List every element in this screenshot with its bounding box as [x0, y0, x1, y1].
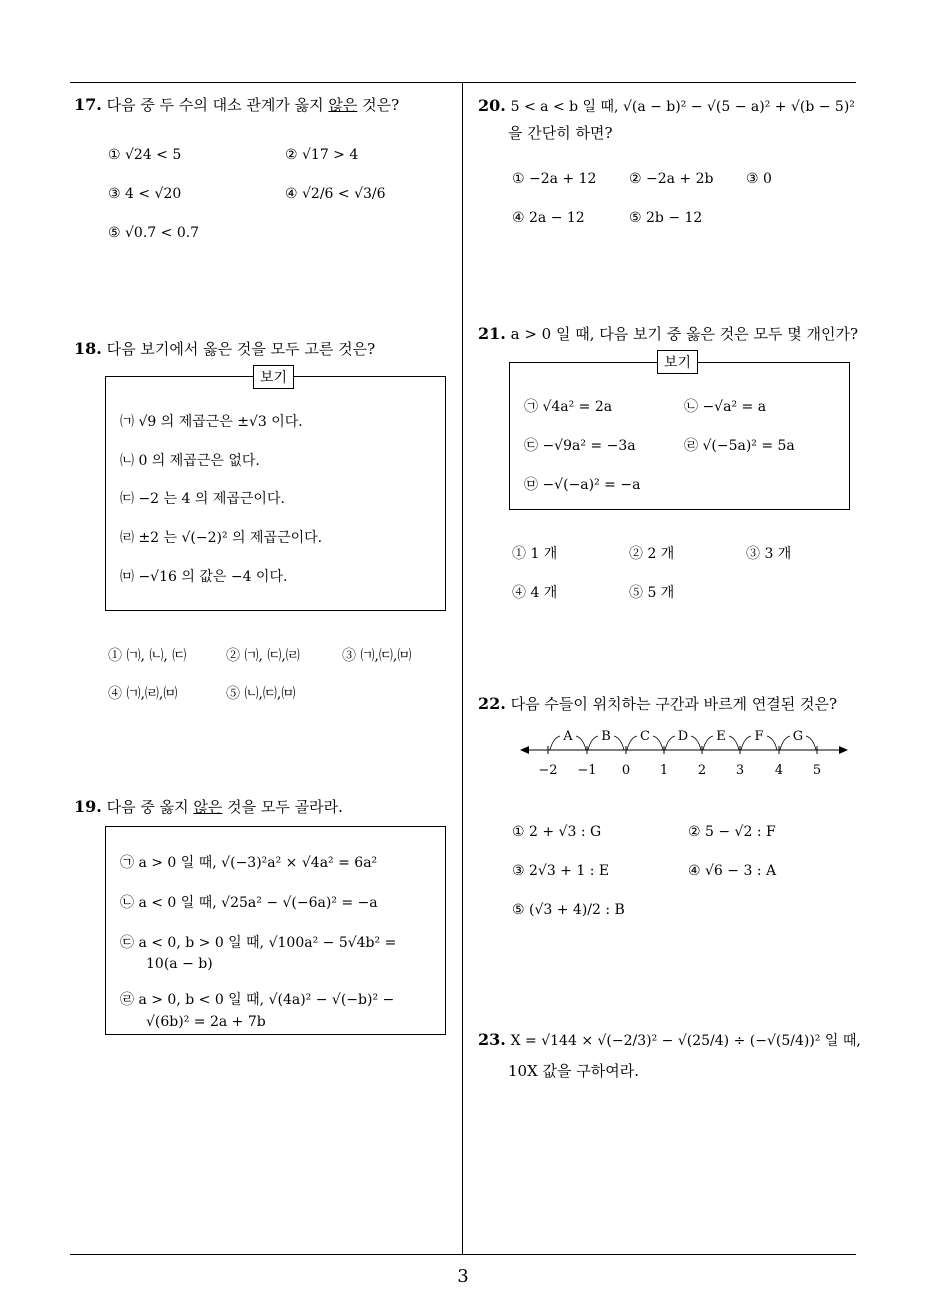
q21-choice-3[interactable]: ③ 3 개 — [746, 546, 792, 562]
q22-choice-3[interactable]: ③ 2√3 + 1 : E — [512, 863, 610, 879]
q19-item-1: ㉠ a > 0 일 때, √(−3)²a² × √4a² = 6a² — [120, 855, 378, 871]
q17-text-post: 것은? — [357, 96, 400, 114]
q23-text-line2: 10X 값을 구하여라. — [508, 1062, 640, 1080]
q19-text-underlined: 않은 — [193, 798, 223, 816]
interval-label-f: F — [754, 729, 764, 744]
q21-choice-2[interactable]: ② 2 개 — [629, 546, 675, 562]
q20-choice-4[interactable]: ④ 2a − 12 — [512, 210, 585, 226]
q21-choice-1[interactable]: ① 1 개 — [512, 546, 558, 562]
q19-item-3a: ㉢ a < 0, b > 0 일 때, √100a² − 5√4b² = — [120, 935, 397, 951]
q21-item-3: ㉢ −√9a² = −3a — [524, 438, 636, 454]
q18-header — [74, 338, 375, 359]
number-line-right-arrow — [839, 746, 848, 754]
interval-label-b: B — [601, 729, 611, 744]
q17-choice-5[interactable]: ⑤ √0.7 < 0.7 — [108, 225, 200, 241]
top-rule — [70, 82, 856, 83]
interval-label-c: C — [640, 729, 650, 744]
tick-label-4: 4 — [774, 763, 784, 778]
q23-text-line1: X = √144 × √(−2/3)² − √(25/4) ÷ (−√(5/4))² 일 때, — [510, 1033, 861, 1049]
q20-choice-1[interactable]: ① −2a + 12 — [512, 171, 597, 187]
q20-choice-2[interactable]: ② −2a + 2b — [629, 171, 714, 187]
q20-header — [478, 96, 855, 116]
q18-item-3: ㈂ −2 는 4 의 제곱근이다. — [120, 491, 285, 507]
q23-header — [478, 1030, 861, 1050]
tick-label-2: 2 — [697, 763, 707, 778]
q22-number: 22. — [478, 694, 506, 713]
column-divider — [462, 82, 463, 1254]
q22-choice-1[interactable]: ① 2 + √3 : G — [512, 824, 602, 840]
q21-bogi-label: 보기 — [657, 350, 698, 374]
q21-header — [478, 323, 858, 344]
q17-text-underlined: 않은 — [328, 96, 358, 114]
bottom-rule — [70, 1254, 856, 1255]
q17-choice-2[interactable]: ② √17 > 4 — [285, 147, 359, 163]
q18-choice-3[interactable]: ③ ㈀,㈂,㈄ — [342, 648, 412, 664]
number-line-left-arrow — [520, 746, 529, 754]
q21-choice-4[interactable]: ④ 4 개 — [512, 585, 558, 601]
q18-choice-4[interactable]: ④ ㈀,㈃,㈄ — [108, 686, 178, 702]
q23-number: 23. — [478, 1030, 506, 1049]
q19-item-2: ㉡ a < 0 일 때, √25a² − √(−6a)² = −a — [120, 895, 378, 911]
q21-item-4: ㉣ √(−5a)² = 5a — [684, 438, 795, 454]
q17-number: 17. — [74, 95, 102, 114]
q22-header — [478, 693, 837, 714]
q19-text-pre: 다음 중 옳지 — [106, 798, 194, 816]
q21-item-5: ㉤ −√(−a)² = −a — [524, 477, 641, 493]
q18-item-5: ㈄ −√16 의 값은 −4 이다. — [120, 569, 288, 585]
q18-number: 18. — [74, 339, 102, 358]
q17-text-pre: 다음 중 두 수의 대소 관계가 옳지 — [106, 96, 329, 114]
tick-label-1: 1 — [659, 763, 669, 778]
q18-text: 다음 보기에서 옳은 것을 모두 고른 것은? — [106, 340, 376, 358]
q18-item-4: ㈃ ±2 는 √(−2)² 의 제곱근이다. — [120, 530, 323, 546]
q18-item-1: ㈀ √9 의 제곱근은 ±√3 이다. — [120, 414, 303, 430]
q19-header — [74, 796, 343, 817]
q21-text: a > 0 일 때, 다음 보기 중 옳은 것은 모두 몇 개인가? — [510, 325, 859, 343]
q19-text-post: 것을 모두 골라라. — [222, 798, 343, 816]
q20-text-line2: 을 간단히 하면? — [508, 124, 613, 142]
q22-choice-2[interactable]: ② 5 − √2 : F — [688, 824, 776, 840]
q19-item-4b: √(6b)² = 2a + 7b — [146, 1014, 266, 1030]
q22-choice-5[interactable]: ⑤ (√3 + 4)/2 : B — [512, 902, 625, 918]
interval-label-e: E — [716, 729, 726, 744]
q21-item-1: ㉠ √4a² = 2a — [524, 399, 613, 415]
q21-choice-5[interactable]: ⑤ 5 개 — [629, 585, 675, 601]
q20-choice-3[interactable]: ③ 0 — [746, 171, 772, 187]
q17-choice-3[interactable]: ③ 4 < √20 — [108, 186, 182, 202]
q22-choice-4[interactable]: ④ √6 − 3 : A — [688, 863, 777, 879]
tick-label-0: 0 — [621, 763, 631, 778]
tick-label-neg1: −1 — [577, 763, 597, 778]
q21-item-2: ㉡ −√a² = a — [684, 399, 767, 415]
q21-number: 21. — [478, 324, 506, 343]
q20-text-line1: 5 < a < b 일 때, √(a − b)² − √(5 − a)² + √(b − 5)² — [510, 99, 855, 115]
q20-number: 20. — [478, 96, 506, 115]
q18-item-2: ㈁ 0 의 제곱근은 없다. — [120, 453, 260, 469]
page-number: 3 — [457, 1266, 469, 1287]
q18-choice-5[interactable]: ⑤ ㈁,㈂,㈄ — [226, 686, 296, 702]
tick-label-3: 3 — [735, 763, 745, 778]
tick-label-5: 5 — [812, 763, 822, 778]
q19-item-4a: ㉣ a > 0, b < 0 일 때, √(4a)² − √(−b)² − — [120, 992, 395, 1008]
q18-bogi-label: 보기 — [253, 365, 294, 389]
q18-choice-2[interactable]: ② ㈀, ㈂,㈃ — [226, 648, 300, 664]
q22-text: 다음 수들이 위치하는 구간과 바르게 연결된 것은? — [510, 695, 838, 713]
q17-choice-1[interactable]: ① √24 < 5 — [108, 147, 182, 163]
q18-choice-1[interactable]: ① ㈀, ㈁, ㈂ — [108, 648, 187, 664]
q17-header — [74, 94, 399, 115]
interval-label-a: A — [563, 729, 573, 744]
interval-label-g: G — [792, 729, 804, 744]
q17-choice-4[interactable]: ④ √2/6 < √3/6 — [285, 186, 386, 202]
q19-number: 19. — [74, 797, 102, 816]
interval-label-d: D — [677, 729, 689, 744]
q19-item-3b: 10(a − b) — [146, 956, 213, 972]
tick-label-neg2: −2 — [538, 763, 558, 778]
q20-choice-5[interactable]: ⑤ 2b − 12 — [629, 210, 703, 226]
q22-number-line — [520, 726, 850, 782]
